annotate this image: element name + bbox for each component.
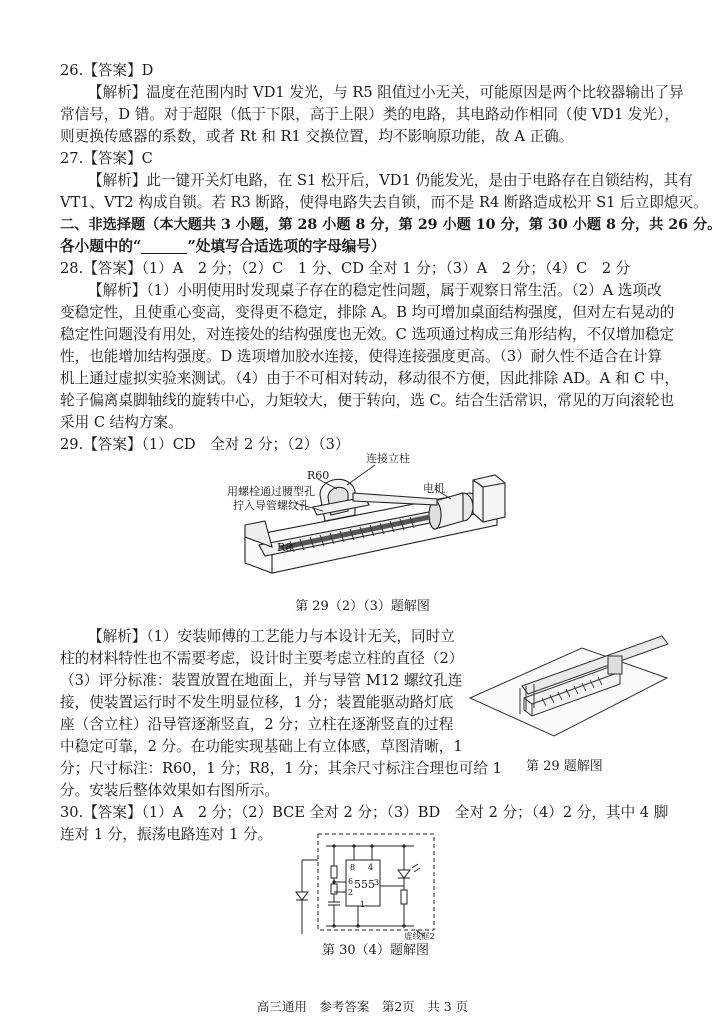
q29-analysis-line: 中稳定可靠，2 分。在功能实现基础上有立体感，草图清晰，1 xyxy=(60,738,463,755)
pin-6-label: 6 xyxy=(348,877,354,886)
q29-analysis-line: 座（含立柱）沿导管逐渐竖直，2 分；立柱在逐渐竖直的过程 xyxy=(60,716,454,733)
pin-4-label: 4 xyxy=(368,863,374,872)
q29-analysis-line: （3）评分标准：装置放置在地面上，并与导管 M12 螺纹孔连 xyxy=(60,672,463,689)
q30-answer-line: 连对 1 分，振荡电路连对 1 分。 xyxy=(60,826,273,843)
label-connect-column: 连接立柱 xyxy=(366,452,410,465)
pin-2-label: 2 xyxy=(348,888,354,897)
q29-answer: 29.【答案】（1）CD 全对 2 分；（2）（3） xyxy=(60,436,350,453)
q28-analysis-line: 稳定性问题没有用处，对连接处的结构强度也无效。C 选项通过构成三角形结构，不仅增加稳定 xyxy=(60,326,675,343)
q29-analysis-line: 柱的材料特性也不需要考虑，设计时主要考虑立柱的直径（2） xyxy=(60,650,464,667)
q29-analysis-line: 【解析】（1）安装师傅的工艺能力与本设计无关，同时立 xyxy=(88,628,455,645)
pin-8-label: 8 xyxy=(350,863,356,872)
label-bolt-line2: 拧入导管螺纹孔 xyxy=(233,499,310,512)
q28-analysis-line: 采用 C 结构方案。 xyxy=(60,414,183,431)
pin-3-label: 3 xyxy=(374,878,380,887)
q27-analysis-line: 【解析】此一键开关灯电路，在 S1 松开后，VD1 仍能发光，是由于电路存在自锁结构，其有 xyxy=(88,172,693,189)
label-motor: 电机 xyxy=(423,482,445,495)
q29-analysis-line: 分。安装后整体效果如右图所示。 xyxy=(60,782,279,799)
figure-29-sketch xyxy=(225,452,525,595)
q27-answer: 27.【答案】C xyxy=(60,150,153,167)
section-heading: 二、非选择题（本大题共 3 小题，第 28 小题 8 分，第 29 小题 10 分，第 30 小题 8 分，共 26 分。 xyxy=(60,217,722,233)
figure-29-caption: 第 29 题解图 xyxy=(526,759,603,774)
page-footer: 高三通用 参考答案 第2页 共 3 页 xyxy=(256,999,469,1014)
q26-answer: 26.【答案】D xyxy=(60,62,154,79)
figure-29-2-3-caption: 第 29（2）（3）题解图 xyxy=(295,599,430,614)
q26-analysis-line: 【解析】温度在范围内时 VD1 发光，与 R5 阻值过小无关，可能原因是两个比较器输出了异 xyxy=(88,84,684,101)
fill-blank xyxy=(141,238,187,254)
pin-1-label: 1 xyxy=(360,900,366,909)
figure-30-circuit xyxy=(292,830,440,942)
section-heading-line2: 各小题中的“ ”处填写合适选项的字母编号） xyxy=(60,238,386,255)
q28-analysis-line: 性，也能增加结构强度。D 选项增加胶水连接，使得连接强度更高。（3）耐久性不适合在计算 xyxy=(60,348,663,365)
dashed-box-label: 虚线框2 xyxy=(404,932,435,942)
q28-analysis-line: 轮子偏离桌脚轴线的旋转中心，力矩较大，便于转向，选 C。结合生活常识，常见的万向滚轮也 xyxy=(60,392,675,409)
q29-analysis-line: 分；尺寸标注：R60，1 分；R8，1 分；其余尺寸标注合理也可给 1 xyxy=(60,760,502,777)
chip-555-label: 555 xyxy=(354,878,375,891)
q28-answer: 28.【答案】（1）A 2 分；（2）C 1 分、CD 全对 1 分；（3）A 2 分；（4）C 2 分 xyxy=(60,260,631,277)
q30-answer-line: 30.【答案】（1）A 2 分；（2）BCE 全对 2 分；（3）BD 全对 2 分；（4）2 分，其中 4 脚 xyxy=(60,804,669,821)
q27-analysis-line: VT1、VT2 构成自锁。若 R3 断路，使得电路失去自锁，而不是 R4 断路造成松开 S1 后立即熄灭。 xyxy=(60,194,708,211)
figure-30-caption: 第 30（4）题解图 xyxy=(322,943,429,958)
label-r60: R60 xyxy=(307,469,330,482)
label-r8: R8 xyxy=(277,541,293,554)
installed-device-sketch xyxy=(462,628,672,748)
q28-analysis-line: 机上通过虚拟实验来测试。（4）由于不可相对转动，移动很不方便，因此排除 AD。A 和 C 中， xyxy=(60,370,680,387)
q28-analysis-line: 变稳定性，且使重心变高，变得更不稳定，排除 A。B 均可增加桌面结构强度，但对左右晃动的 xyxy=(60,304,675,321)
q26-analysis-line: 常信号，D 错。对于超限（低于下限，高于上限）类的电路，其电路动作相同（使 VD1 发光）， xyxy=(60,106,680,123)
q29-analysis-line: 接，使装置运行时不发生明显位移，1 分；装置能驱动路灯底 xyxy=(60,694,454,711)
q26-analysis-line: 则更换传感器的系数，或者 Rt 和 R1 交换位置，均不影响原功能，故 A 正确。 xyxy=(60,128,574,145)
label-bolt-line1: 用螺栓通过腰型孔 xyxy=(227,485,315,498)
lifting-device-sketch xyxy=(225,455,525,595)
q28-analysis-line: 【解析】（1）小明使用时发现桌子存在的稳定性问题，属于观察日常生活。（2）A 选项改 xyxy=(88,282,662,299)
figure-29-installed xyxy=(462,628,672,748)
